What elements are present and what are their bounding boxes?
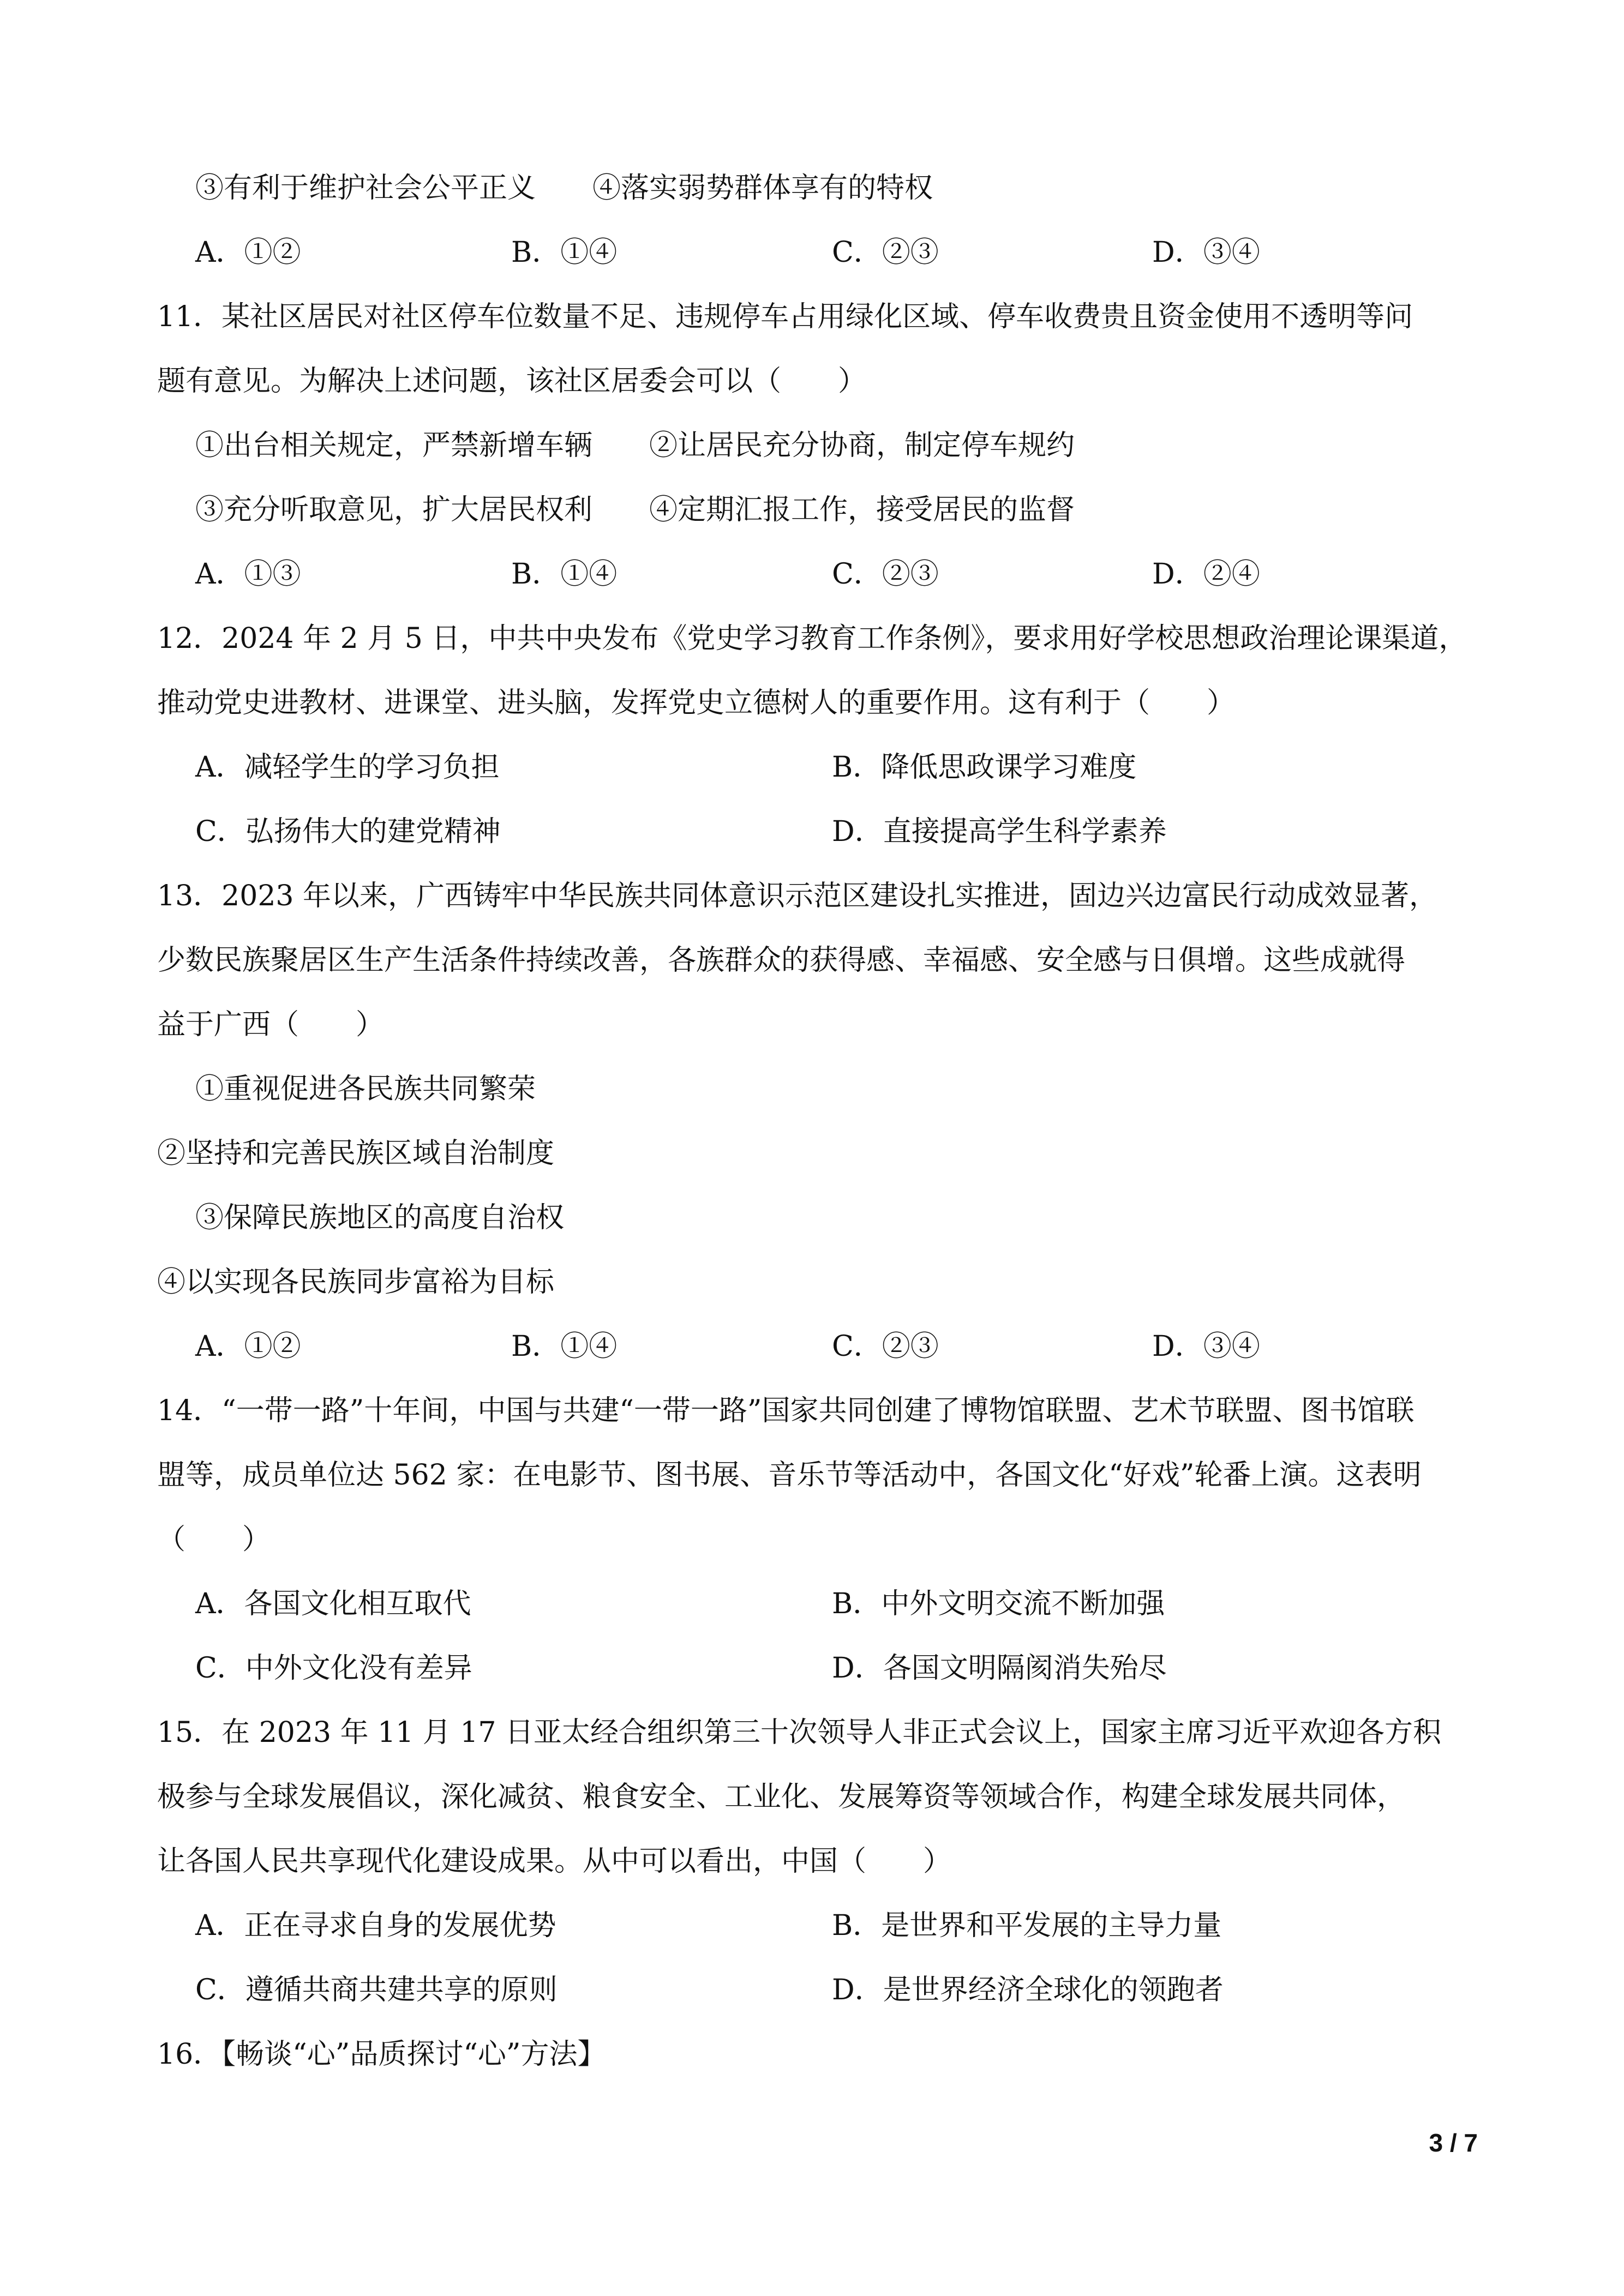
q11-option-b: B．①④ bbox=[511, 558, 618, 591]
q13-option-a: A．①② bbox=[195, 1330, 301, 1363]
q12-option-a: A．减轻学生的学习负担 bbox=[195, 751, 500, 784]
q15-option-a: A．正在寻求自身的发展优势 bbox=[195, 1909, 556, 1942]
q12-stem-line2: 推动党史进教材、进课堂、进头脑，发挥党史立德树人的重要作用。这有利于（ ） bbox=[157, 687, 1236, 719]
q13-option-b: B．①④ bbox=[511, 1330, 618, 1363]
page-number: 3 / 7 bbox=[1429, 2129, 1478, 2157]
q14-stem-line3: （ ） bbox=[157, 1523, 271, 1556]
q11-option-c: C．②③ bbox=[832, 558, 939, 591]
q11-stem-line1: 11．某社区居民对社区停车位数量不足、违规停车占用绿化区域、停车收费贵且资金使用不透明等问 bbox=[157, 300, 1413, 333]
q15-option-c: C．遵循共商共建共享的原则 bbox=[195, 1974, 558, 2006]
q13-statement-2: ②坚持和完善民族区域自治制度 bbox=[157, 1137, 555, 1170]
q13-statement-1: ①重视促进各民族共同繁荣 bbox=[195, 1073, 536, 1105]
q15-stem-line2: 极参与全球发展倡议，深化减贫、粮食安全、工业化、发展筹资等领域合作，构建全球发展共同体， bbox=[157, 1781, 1406, 1813]
q11-option-d: D．②④ bbox=[1152, 558, 1260, 591]
q14-stem-line1: 14．“一带一路”十年间，中国与共建“一带一路”国家共同创建了博物馆联盟、艺术节联盟、图书馆联 bbox=[157, 1395, 1415, 1427]
q14-option-c: C．中外文化没有差异 bbox=[195, 1652, 472, 1685]
q14-option-a: A．各国文化相互取代 bbox=[195, 1588, 471, 1620]
q12-option-d: D．直接提高学生科学素养 bbox=[832, 815, 1167, 848]
q12-stem-line1: 12．2024 年 2 月 5 日，中共中央发布《党史学习教育工作条例》，要求用好学校思想政治理论课渠道， bbox=[157, 622, 1467, 655]
q11-option-a: A．①③ bbox=[195, 558, 301, 591]
q14-option-d: D．各国文明隔阂消失殆尽 bbox=[832, 1652, 1167, 1685]
q13-option-c: C．②③ bbox=[832, 1330, 939, 1363]
q14-option-b: B．中外文明交流不断加强 bbox=[832, 1588, 1165, 1620]
q10-statements: ③有利于维护社会公平正义 ④落实弱势群体享有的特权 bbox=[195, 172, 933, 205]
q13-stem-line1: 13．2023 年以来，广西铸牢中华民族共同体意识示范区建设扎实推进，固边兴边富民行动成效显著， bbox=[157, 880, 1438, 912]
q14-stem-line2: 盟等，成员单位达 562 家：在电影节、图书展、音乐节等活动中，各国文化“好戏”轮番上演。这表明 bbox=[157, 1459, 1422, 1492]
q13-stem-line3: 益于广西（ ） bbox=[157, 1008, 385, 1041]
q15-option-d: D．是世界经济全球化的领跑者 bbox=[832, 1974, 1224, 2006]
q12-option-c: C．弘扬伟大的建党精神 bbox=[195, 815, 501, 848]
q10-option-d: D．③④ bbox=[1152, 236, 1260, 269]
q13-option-d: D．③④ bbox=[1152, 1330, 1260, 1363]
q11-statements-1-2: ①出台相关规定，严禁新增车辆 ②让居民充分协商，制定停车规约 bbox=[195, 429, 1075, 462]
q15-stem-line1: 15．在 2023 年 11 月 17 日亚太经合组织第三十次领导人非正式会议上，国家主席习近平欢迎各方积 bbox=[157, 1716, 1442, 1749]
q10-option-c: C．②③ bbox=[832, 236, 939, 269]
q10-option-b: B．①④ bbox=[511, 236, 618, 269]
q10-option-a: A．①② bbox=[195, 236, 301, 269]
q12-option-b: B．降低思政课学习难度 bbox=[832, 751, 1137, 784]
q15-stem-line3: 让各国人民共享现代化建设成果。从中可以看出，中国（ ） bbox=[157, 1845, 952, 1878]
q13-statement-3: ③保障民族地区的高度自治权 bbox=[195, 1201, 565, 1234]
q13-statement-4: ④以实现各民族同步富裕为目标 bbox=[157, 1266, 555, 1299]
q16-title: 16．【畅谈“心”品质探讨“心”方法】 bbox=[157, 2038, 606, 2071]
q13-stem-line2: 少数民族聚居区生产生活条件持续改善，各族群众的获得感、幸福感、安全感与日俱增。这些成就得 bbox=[157, 944, 1406, 977]
q11-stem-line2: 题有意见。为解决上述问题，该社区居委会可以（ ） bbox=[157, 365, 867, 398]
q15-option-b: B．是世界和平发展的主导力量 bbox=[832, 1909, 1222, 1942]
q11-statements-3-4: ③充分听取意见，扩大居民权利 ④定期汇报工作，接受居民的监督 bbox=[195, 494, 1075, 526]
